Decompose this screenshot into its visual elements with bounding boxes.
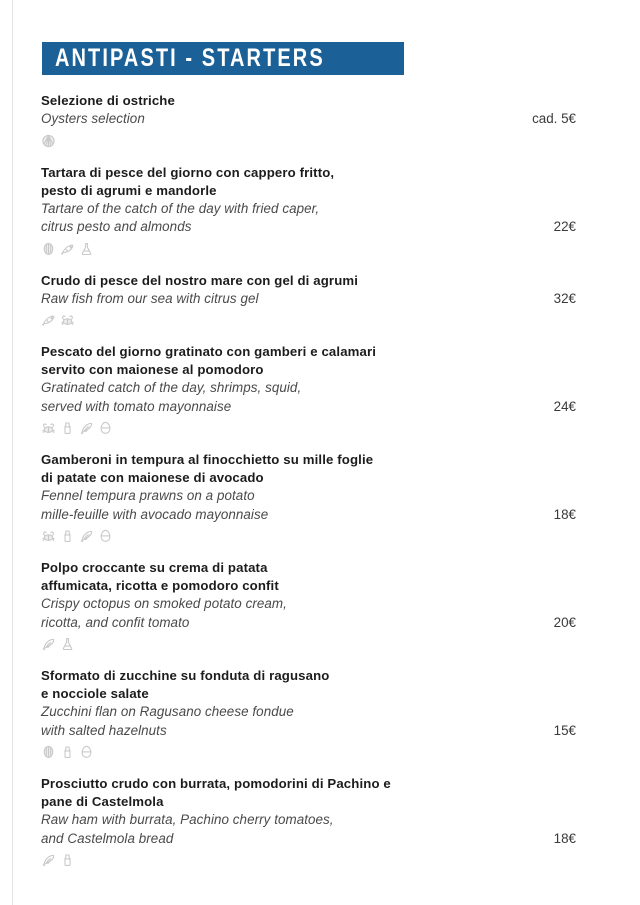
menu-item-list [0,92,640,883]
crustacean-icon [41,419,56,436]
menu-item [0,775,640,869]
egg-icon [98,419,113,436]
menu-item-title-line: Tartara di pesce del giorno con cappero fritto, [41,164,335,180]
egg-icon [98,527,113,544]
menu-item-description-line: Fennel tempura prawns on a potato [41,488,255,503]
menu-item [0,92,640,150]
menu-item-title [41,164,575,200]
menu-item-price: 22€ [553,219,576,234]
menu-item-title [41,92,575,110]
mollusc-icon [41,851,56,868]
menu-item-title-line: affumicata, ricotta e pomodoro confit [41,578,279,593]
milk-icon [60,851,75,868]
menu-item-description-line: served with tomato mayonnaise [41,398,232,414]
menu-item-price: 18€ [553,506,576,522]
sulphite-flask-icon [60,635,75,652]
allergen-icon-row [41,526,575,545]
menu-item-title-line: pesto di agrumi e mandorle [41,182,217,198]
crustacean-icon [60,311,75,328]
allergen-icon-row [41,131,575,150]
menu-item-title-line: servito con maionese al pomodoro [41,362,264,377]
sulphite-flask-icon [79,240,94,257]
allergen-icon-row [41,310,575,329]
menu-item-title [41,667,575,703]
menu-item-description-line: Tartare of the catch of the day with fried caper, [41,200,320,216]
allergen-icon-row [41,239,575,258]
menu-item-description-line: Oysters selection [41,111,145,126]
nut-icon [41,743,56,760]
menu-item-title [41,343,575,379]
menu-item-description-line: mille-feuille with avocado mayonnaise [41,506,269,522]
menu-item-description-line: Raw ham with burrata, Pachino cherry tomatoes, [41,812,334,827]
menu-item-title-line: Prosciutto crudo con burrata, pomodorini di Pachino e [41,776,391,791]
menu-item-price: 20€ [553,614,576,630]
allergen-icon-row [41,634,575,653]
milk-icon [60,527,75,544]
menu-item-price: 15€ [553,722,576,738]
mollusc-icon [41,635,56,652]
section-header-banner [42,42,404,75]
allergen-icon-row [41,850,575,869]
allergen-icon-row [41,742,575,761]
menu-item [0,164,640,258]
menu-item-description-line: and Castelmola bread [41,830,174,846]
menu-item [0,343,640,437]
menu-item-title-line: Sformato di zucchine su fonduta di ragusano [41,668,330,683]
menu-item [0,667,640,761]
egg-icon [79,743,94,760]
oyster-icon [41,132,56,149]
menu-item-description-line: with salted hazelnuts [41,722,167,738]
menu-item-title-line: pane di Castelmola [41,794,164,809]
menu-item [0,559,640,653]
menu-item-title [41,451,575,487]
milk-icon [60,743,75,760]
menu-item-price: 24€ [553,398,576,414]
menu-item-price: cad. 5€ [532,111,576,126]
allergen-icon-row [41,418,575,437]
section-header-label: ANTIPASTI - STARTERS [55,44,325,72]
menu-item [0,451,640,545]
menu-item-description-line: Gratinated catch of the day, shrimps, squid, [41,380,302,395]
menu-item-description-line: Raw fish from our sea with citrus gel [41,290,259,306]
nut-icon [41,240,56,257]
menu-item-title-line: Gamberoni in tempura al finocchietto su mille foglie [41,452,374,467]
menu-item-title-line: Pescato del giorno gratinato con gamberi e calamari [41,344,377,359]
fish-icon [41,311,56,328]
menu-item-title-line: Selezione di ostriche [41,93,175,108]
menu-item-title [41,272,575,290]
menu-item [0,272,640,330]
menu-item-title-line: e nocciole salate [41,686,149,701]
menu-item-title [41,559,575,595]
menu-item-price: 18€ [553,830,576,846]
menu-item-title [41,775,575,811]
mollusc-icon [79,527,94,544]
menu-item-description-line: citrus pesto and almonds [41,219,192,234]
menu-item-title-line: Polpo croccante su crema di patata [41,560,268,575]
menu-item-price: 32€ [553,290,576,306]
menu-item-title-line: di patate con maionese di avocado [41,470,264,485]
crustacean-icon [41,527,56,544]
menu-item-description-line: Zucchini flan on Ragusano cheese fondue [41,704,294,719]
menu-item-title-line: Crudo di pesce del nostro mare con gel di agrumi [41,272,359,288]
menu-item-description-line: Crispy octopus on smoked potato cream, [41,596,287,611]
menu-item-description-line: ricotta, and confit tomato [41,614,190,630]
mollusc-icon [79,419,94,436]
fish-icon [60,240,75,257]
milk-icon [60,419,75,436]
